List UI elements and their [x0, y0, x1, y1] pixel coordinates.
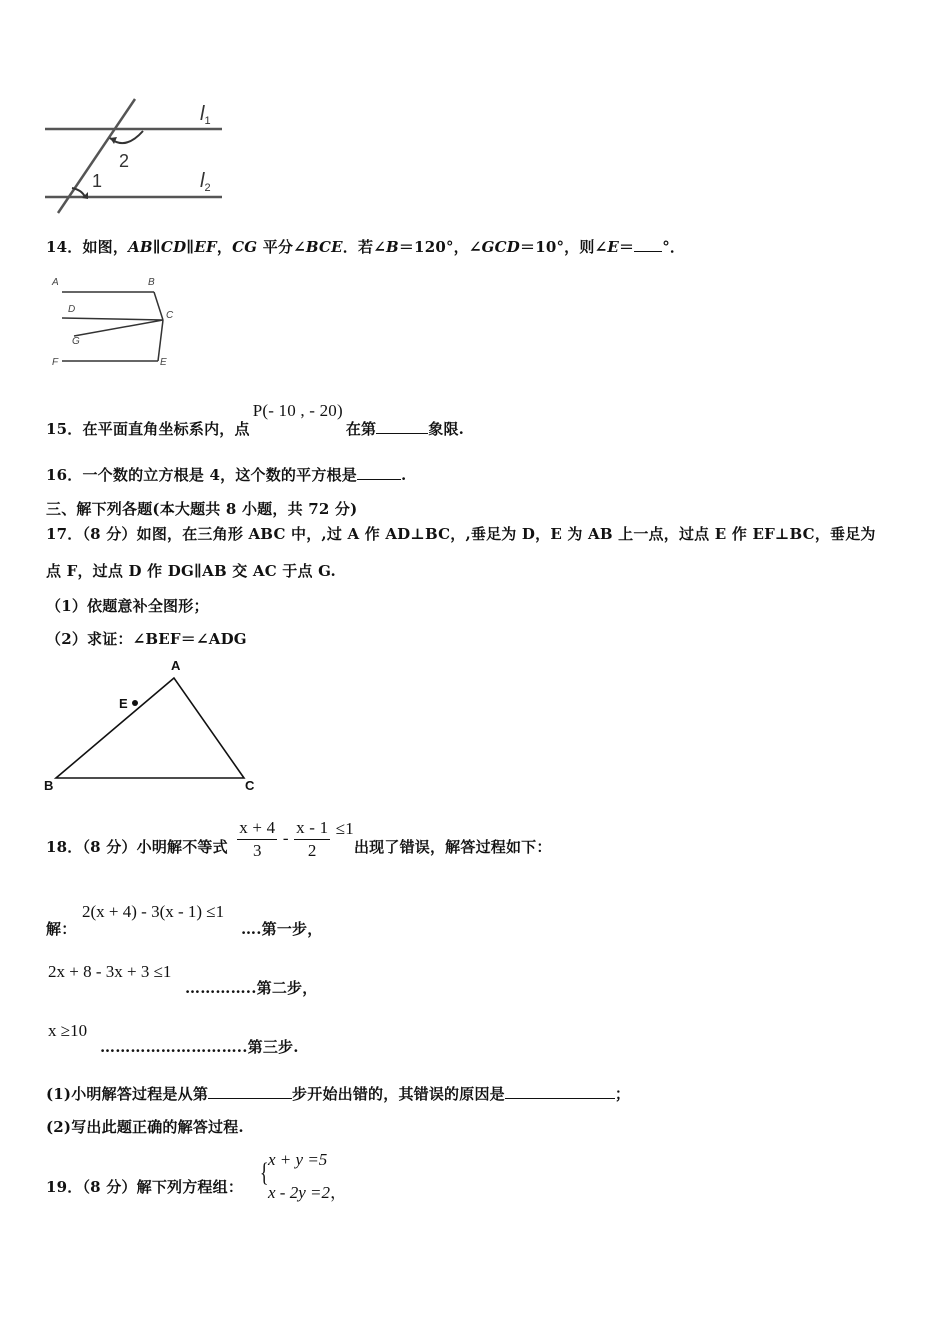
label-B: B [44, 778, 54, 793]
question-18: 18．（8 分）小明解不等式 $\frac{x + 4}{3}$ - $\frac{x - 1}{2}$ ≤1出现了错误，解答过程如下： [46, 818, 552, 860]
step-3-math: x ≥10 [48, 1021, 88, 1040]
answer-blank-reason[interactable] [505, 1084, 615, 1099]
label-C: C [245, 778, 255, 793]
l1-label: $l_1$ [200, 103, 211, 127]
angle-2-label: 2 [119, 151, 130, 171]
label-C: C [166, 310, 174, 321]
step-1-math: 2(x + 4) - 3(x - 1) ≤1 [82, 902, 225, 921]
equation-2: x - 2y =2， [268, 1183, 347, 1202]
equation-1: x + y =5 [268, 1150, 328, 1169]
step-2-text: …………..第二步， [185, 979, 318, 997]
label-A: A [171, 658, 181, 673]
parallel-lines-figure [40, 95, 230, 220]
question-19: 19．（8 分）解下列方程组： [46, 1178, 244, 1196]
label-B: B [148, 277, 155, 288]
segment-gc [74, 320, 163, 336]
answer-blank-step[interactable] [208, 1084, 292, 1099]
question-17-sub-2: （2）求证：∠BEF＝∠ADG [46, 630, 247, 648]
point-e [132, 700, 138, 706]
question-17-sub-1: （1）依题意补全图形； [46, 597, 209, 615]
question-18-sub-1: (1)小明解答过程是从第 步开始出错的，其错误的原因是 ； [46, 1085, 631, 1103]
label-A: A [52, 277, 59, 288]
question-14: 14．如图，AB∥CD∥EF，CG 平分∠BCE．若∠B＝120°，∠GCD＝10°，则∠E＝ °． [46, 238, 686, 256]
l2-label: $l_2$ [200, 170, 211, 194]
figure-14 [48, 272, 188, 372]
solution-label: 解： [46, 920, 77, 938]
segment-dc [62, 318, 163, 320]
segment-ce [158, 320, 163, 361]
question-17-line-2: 点 F，过点 D 作 DG∥AB 交 AC 于点 G. [46, 562, 336, 580]
question-16: 16．一个数的立方根是 4，这个数的平方根是 . [46, 466, 407, 484]
angle-1-arc [72, 188, 85, 197]
angle-2-arrow [110, 137, 117, 144]
step-1-text: ….第一步， [241, 920, 323, 938]
step-2-math: 2x + 8 - 3x + 3 ≤1 [48, 962, 172, 981]
fraction-1: $\frac{x + 4}{3}$ [239, 818, 276, 860]
fraction-2: $\frac{x - 1}{2}$ [296, 818, 329, 860]
question-15: 15．在平面直角坐标系内，点P(- 10 , - 20)在第 象限. [46, 401, 465, 438]
question-17-line-1: 17．（8 分）如图，在三角形 ABC 中，,过 A 作 AD⊥BC，,垂足为 D，E 为 AB 上一点，过点 E 作 EF⊥BC，垂足为 [46, 525, 876, 543]
label-G: G [72, 336, 80, 347]
segment-bc [154, 292, 163, 320]
section-heading: 三、解下列各题(本大题共 8 小题，共 72 分) [46, 500, 358, 518]
label-D: D [68, 304, 76, 315]
question-18-sub-2: (2)写出此题正确的解答过程. [46, 1118, 244, 1136]
answer-blank-16[interactable] [357, 465, 401, 480]
label-F: F [52, 357, 59, 368]
point-p: P(- 10 , - 20) [252, 401, 343, 420]
brace: { [259, 1158, 269, 1187]
label-E: E [119, 696, 128, 711]
step-3-text: ………………………..第三步. [100, 1038, 299, 1056]
angle-1-label: 1 [92, 171, 103, 191]
answer-blank-15[interactable] [376, 419, 428, 434]
triangle-abc [56, 678, 244, 778]
label-E: E [160, 357, 167, 368]
answer-blank-14[interactable] [634, 237, 662, 252]
triangle-abc-figure [38, 652, 268, 797]
